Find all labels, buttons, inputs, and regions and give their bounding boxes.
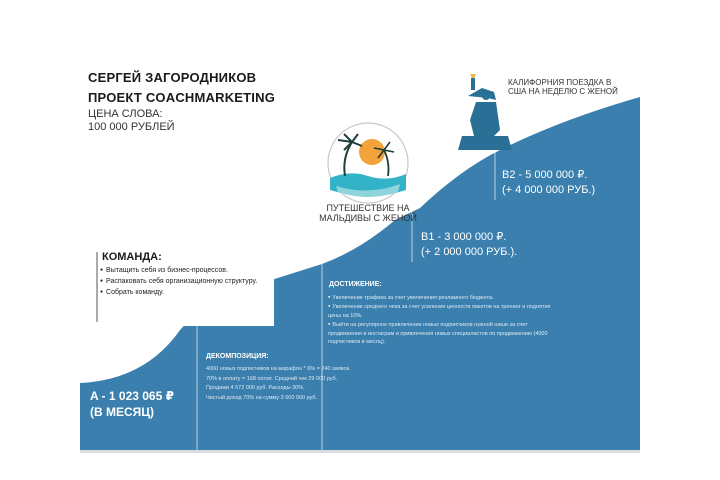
list-item: ● Увеличение среднего чека за счет усиления ценности пакетов на тренинг и поднятия цены на 10%. bbox=[328, 302, 558, 320]
list-item: ● Собрать команду. bbox=[100, 287, 272, 298]
team-title: КОМАНДА: bbox=[102, 251, 162, 263]
achievement-title: ДОСТИЖЕНИЕ: bbox=[329, 281, 382, 288]
level-a-value: A - 1 023 065 ₽ bbox=[90, 389, 174, 403]
maldives-caption: ПУТЕШЕСТВИЕ НА МАЛЬДИВЫ С ЖЕНОЙ bbox=[319, 203, 417, 223]
area-shadow bbox=[80, 450, 640, 453]
achievement-list bbox=[328, 293, 558, 347]
level-b2-value: B2 - 5 000 000 ₽. bbox=[502, 169, 588, 181]
decomposition-line: Продажи 4 572 000 руб. Расходы 30%. bbox=[206, 385, 305, 391]
level-b1 bbox=[421, 230, 517, 260]
list-item: ● Увеличение трафика за счет увеличения рекламного бюджета. bbox=[328, 293, 558, 302]
price-label: ЦЕНА СЛОВА: bbox=[88, 108, 163, 120]
list-item: ● Вытащить себя из бизнес-процессов. bbox=[100, 265, 272, 276]
decomposition-lines bbox=[206, 365, 416, 403]
list-item: ● Выйти на регулярное привлечение новых подписчиков нужной ниши за счет продвижения в инстаграм и привлечения новых специалистов по продвижению (4000 подписчиков в месяц). bbox=[328, 320, 558, 347]
team-list bbox=[100, 265, 272, 298]
project-title: ПРОЕКТ COACHMARKETING bbox=[88, 90, 276, 105]
level-b1-value: B1 - 3 000 000 ₽. bbox=[421, 231, 507, 243]
statue-of-liberty-icon bbox=[458, 74, 512, 150]
decomposition-line: 70% в оплату = 168 оплат. Средний чек 29 000 руб. bbox=[206, 375, 338, 382]
decomposition-line: Чистый доход 70% на сумму 3 000 000 руб. bbox=[206, 394, 318, 401]
usa-caption: КАЛИФОРНИЯ ПОЕЗДКА В США НА НЕДЕЛЮ С ЖЕНОЙ bbox=[508, 78, 618, 96]
level-a-period: (В МЕСЯЦ) bbox=[90, 405, 155, 419]
decomposition-line: 4000 новых подписчиков на марафон * 6% = 240 заявок. bbox=[206, 366, 351, 372]
price-value: 100 000 РУБЛЕЙ bbox=[88, 121, 175, 133]
maldives-badge-icon bbox=[328, 123, 408, 203]
level-a bbox=[90, 388, 174, 420]
level-b2-increase: (+ 4 000 000 РУБ.) bbox=[502, 184, 596, 196]
decomposition-title: ДЕКОМПОЗИЦИЯ: bbox=[206, 353, 269, 360]
level-b1-increase: (+ 2 000 000 РУБ.). bbox=[421, 246, 518, 258]
author-name: СЕРГЕЙ ЗАГОРОДНИКОВ bbox=[88, 70, 257, 85]
list-item: ● Распаковать себя организационную структуру. bbox=[100, 276, 272, 287]
level-b2 bbox=[502, 168, 595, 198]
